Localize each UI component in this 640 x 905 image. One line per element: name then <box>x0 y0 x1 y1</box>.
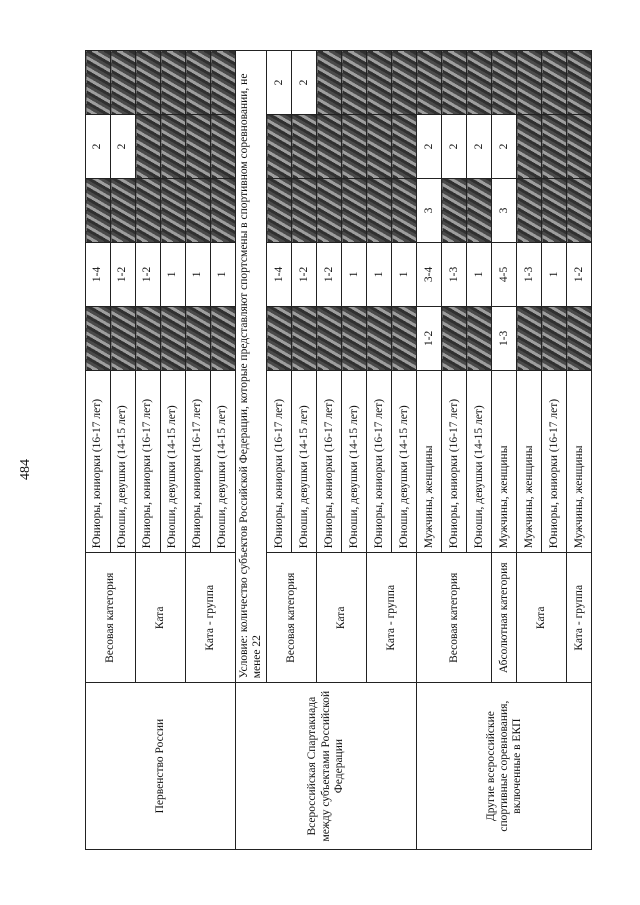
value-cell: 1-4 <box>86 242 111 306</box>
value-cell <box>392 306 417 370</box>
value-cell <box>86 306 111 370</box>
discipline-cell: Ката - группа <box>567 553 592 683</box>
group-cell: Юниоры, юниорки (16-17 лет) <box>542 370 567 552</box>
competition-table <box>85 50 592 850</box>
value-cell <box>317 306 342 370</box>
value-cell <box>542 178 567 242</box>
value-cell: 1 <box>467 242 492 306</box>
group-cell: Юноши, девушки (14-15 лет) <box>467 370 492 552</box>
value-cell <box>161 306 186 370</box>
value-cell <box>267 178 292 242</box>
value-cell: 1 <box>367 242 392 306</box>
value-cell <box>186 115 211 179</box>
value-cell <box>342 178 367 242</box>
value-cell <box>317 178 342 242</box>
value-cell <box>136 51 161 115</box>
value-cell <box>492 51 517 115</box>
value-cell <box>86 178 111 242</box>
value-cell <box>517 51 542 115</box>
value-cell <box>517 115 542 179</box>
value-cell: 2 <box>86 115 111 179</box>
group-cell: Юноши, девушки (14-15 лет) <box>342 370 367 552</box>
value-cell <box>267 306 292 370</box>
value-cell: 1-2 <box>567 242 592 306</box>
value-cell <box>186 51 211 115</box>
value-cell <box>111 306 136 370</box>
value-cell: 1-4 <box>267 242 292 306</box>
value-cell <box>211 115 236 179</box>
value-cell: 1-2 <box>111 242 136 306</box>
value-cell <box>567 306 592 370</box>
value-cell: 1-2 <box>292 242 317 306</box>
group-cell: Юноши, девушки (14-15 лет) <box>292 370 317 552</box>
value-cell <box>136 178 161 242</box>
value-cell: 2 <box>267 51 292 115</box>
discipline-cell: Весовая категория <box>417 553 492 683</box>
group-cell: Юниоры, юниорки (16-17 лет) <box>367 370 392 552</box>
table-row <box>86 51 111 850</box>
value-cell: 1 <box>342 242 367 306</box>
value-cell <box>211 178 236 242</box>
value-cell <box>367 115 392 179</box>
value-cell: 3 <box>492 178 517 242</box>
value-cell: 2 <box>417 115 442 179</box>
value-cell: 1-3 <box>517 242 542 306</box>
value-cell: 1-3 <box>442 242 467 306</box>
group-cell: Юниоры, юниорки (16-17 лет) <box>136 370 161 552</box>
condition-cell: Условие: количество субъектов Российской Федерации, которые представляют спортсмены в спортивном соревновании, не менее 22 <box>236 51 267 683</box>
value-cell <box>542 306 567 370</box>
discipline-cell: Ката <box>317 553 367 683</box>
value-cell <box>342 115 367 179</box>
value-cell <box>111 51 136 115</box>
value-cell <box>342 51 367 115</box>
discipline-cell: Ката <box>517 553 567 683</box>
value-cell <box>267 115 292 179</box>
table-row <box>236 51 267 850</box>
event-cell: Всероссийская Спартакиада между субъектами Российской Федерации <box>236 683 417 850</box>
group-cell: Юниоры, юниорки (16-17 лет) <box>186 370 211 552</box>
value-cell <box>442 178 467 242</box>
value-cell <box>161 51 186 115</box>
value-cell <box>567 51 592 115</box>
value-cell <box>186 178 211 242</box>
value-cell <box>292 115 317 179</box>
value-cell: 1 <box>161 242 186 306</box>
value-cell <box>136 115 161 179</box>
group-cell: Юниоры, юниорки (16-17 лет) <box>317 370 342 552</box>
value-cell <box>161 115 186 179</box>
discipline-cell: Ката - группа <box>367 553 417 683</box>
value-cell <box>211 306 236 370</box>
value-cell <box>342 306 367 370</box>
value-cell: 1 <box>186 242 211 306</box>
table-row <box>417 51 442 850</box>
value-cell <box>317 51 342 115</box>
group-cell: Юноши, девушки (14-15 лет) <box>211 370 236 552</box>
value-cell <box>467 306 492 370</box>
value-cell: 3-4 <box>417 242 442 306</box>
group-cell: Юниоры, юниорки (16-17 лет) <box>442 370 467 552</box>
value-cell <box>467 51 492 115</box>
value-cell <box>292 306 317 370</box>
value-cell <box>567 115 592 179</box>
value-cell <box>467 178 492 242</box>
value-cell <box>392 51 417 115</box>
value-cell <box>367 178 392 242</box>
group-cell: Мужчины, женщины <box>517 370 542 552</box>
value-cell: 1 <box>542 242 567 306</box>
value-cell: 1-2 <box>417 306 442 370</box>
value-cell <box>392 115 417 179</box>
value-cell <box>442 51 467 115</box>
value-cell: 2 <box>442 115 467 179</box>
value-cell <box>542 51 567 115</box>
event-cell: Другие всероссийские спортивные соревнования, включенные в ЕКП <box>417 683 592 850</box>
value-cell: 1-2 <box>136 242 161 306</box>
value-cell <box>367 306 392 370</box>
value-cell <box>186 306 211 370</box>
event-cell: Первенство России <box>86 683 236 850</box>
value-cell: 1-2 <box>317 242 342 306</box>
discipline-cell: Ката <box>136 553 186 683</box>
value-cell <box>392 178 417 242</box>
value-cell <box>542 115 567 179</box>
group-cell: Юниоры, юниорки (16-17 лет) <box>86 370 111 552</box>
value-cell: 4-5 <box>492 242 517 306</box>
value-cell <box>517 306 542 370</box>
value-cell <box>136 306 161 370</box>
value-cell: 1-3 <box>492 306 517 370</box>
discipline-cell: Ката - группа <box>186 553 236 683</box>
value-cell: 2 <box>492 115 517 179</box>
value-cell <box>417 51 442 115</box>
group-cell: Юноши, девушки (14-15 лет) <box>161 370 186 552</box>
group-cell: Мужчины, женщины <box>417 370 442 552</box>
group-cell: Мужчины, женщины <box>567 370 592 552</box>
value-cell: 2 <box>467 115 492 179</box>
value-cell <box>367 51 392 115</box>
value-cell: 2 <box>292 51 317 115</box>
discipline-cell: Весовая категория <box>267 553 317 683</box>
value-cell: 1 <box>211 242 236 306</box>
discipline-cell: Весовая категория <box>86 553 136 683</box>
group-cell: Юноши, девушки (14-15 лет) <box>111 370 136 552</box>
value-cell <box>211 51 236 115</box>
value-cell <box>292 178 317 242</box>
page-number: 484 <box>18 459 33 480</box>
group-cell: Юноши, девушки (14-15 лет) <box>392 370 417 552</box>
value-cell <box>442 306 467 370</box>
value-cell <box>111 178 136 242</box>
value-cell <box>517 178 542 242</box>
value-cell <box>317 115 342 179</box>
value-cell <box>567 178 592 242</box>
value-cell: 1 <box>392 242 417 306</box>
value-cell <box>161 178 186 242</box>
group-cell: Мужчины, женщины <box>492 370 517 552</box>
value-cell: 3 <box>417 178 442 242</box>
group-cell: Юниоры, юниорки (16-17 лет) <box>267 370 292 552</box>
value-cell <box>86 51 111 115</box>
value-cell: 2 <box>111 115 136 179</box>
discipline-cell: Абсолютная категория <box>492 553 517 683</box>
